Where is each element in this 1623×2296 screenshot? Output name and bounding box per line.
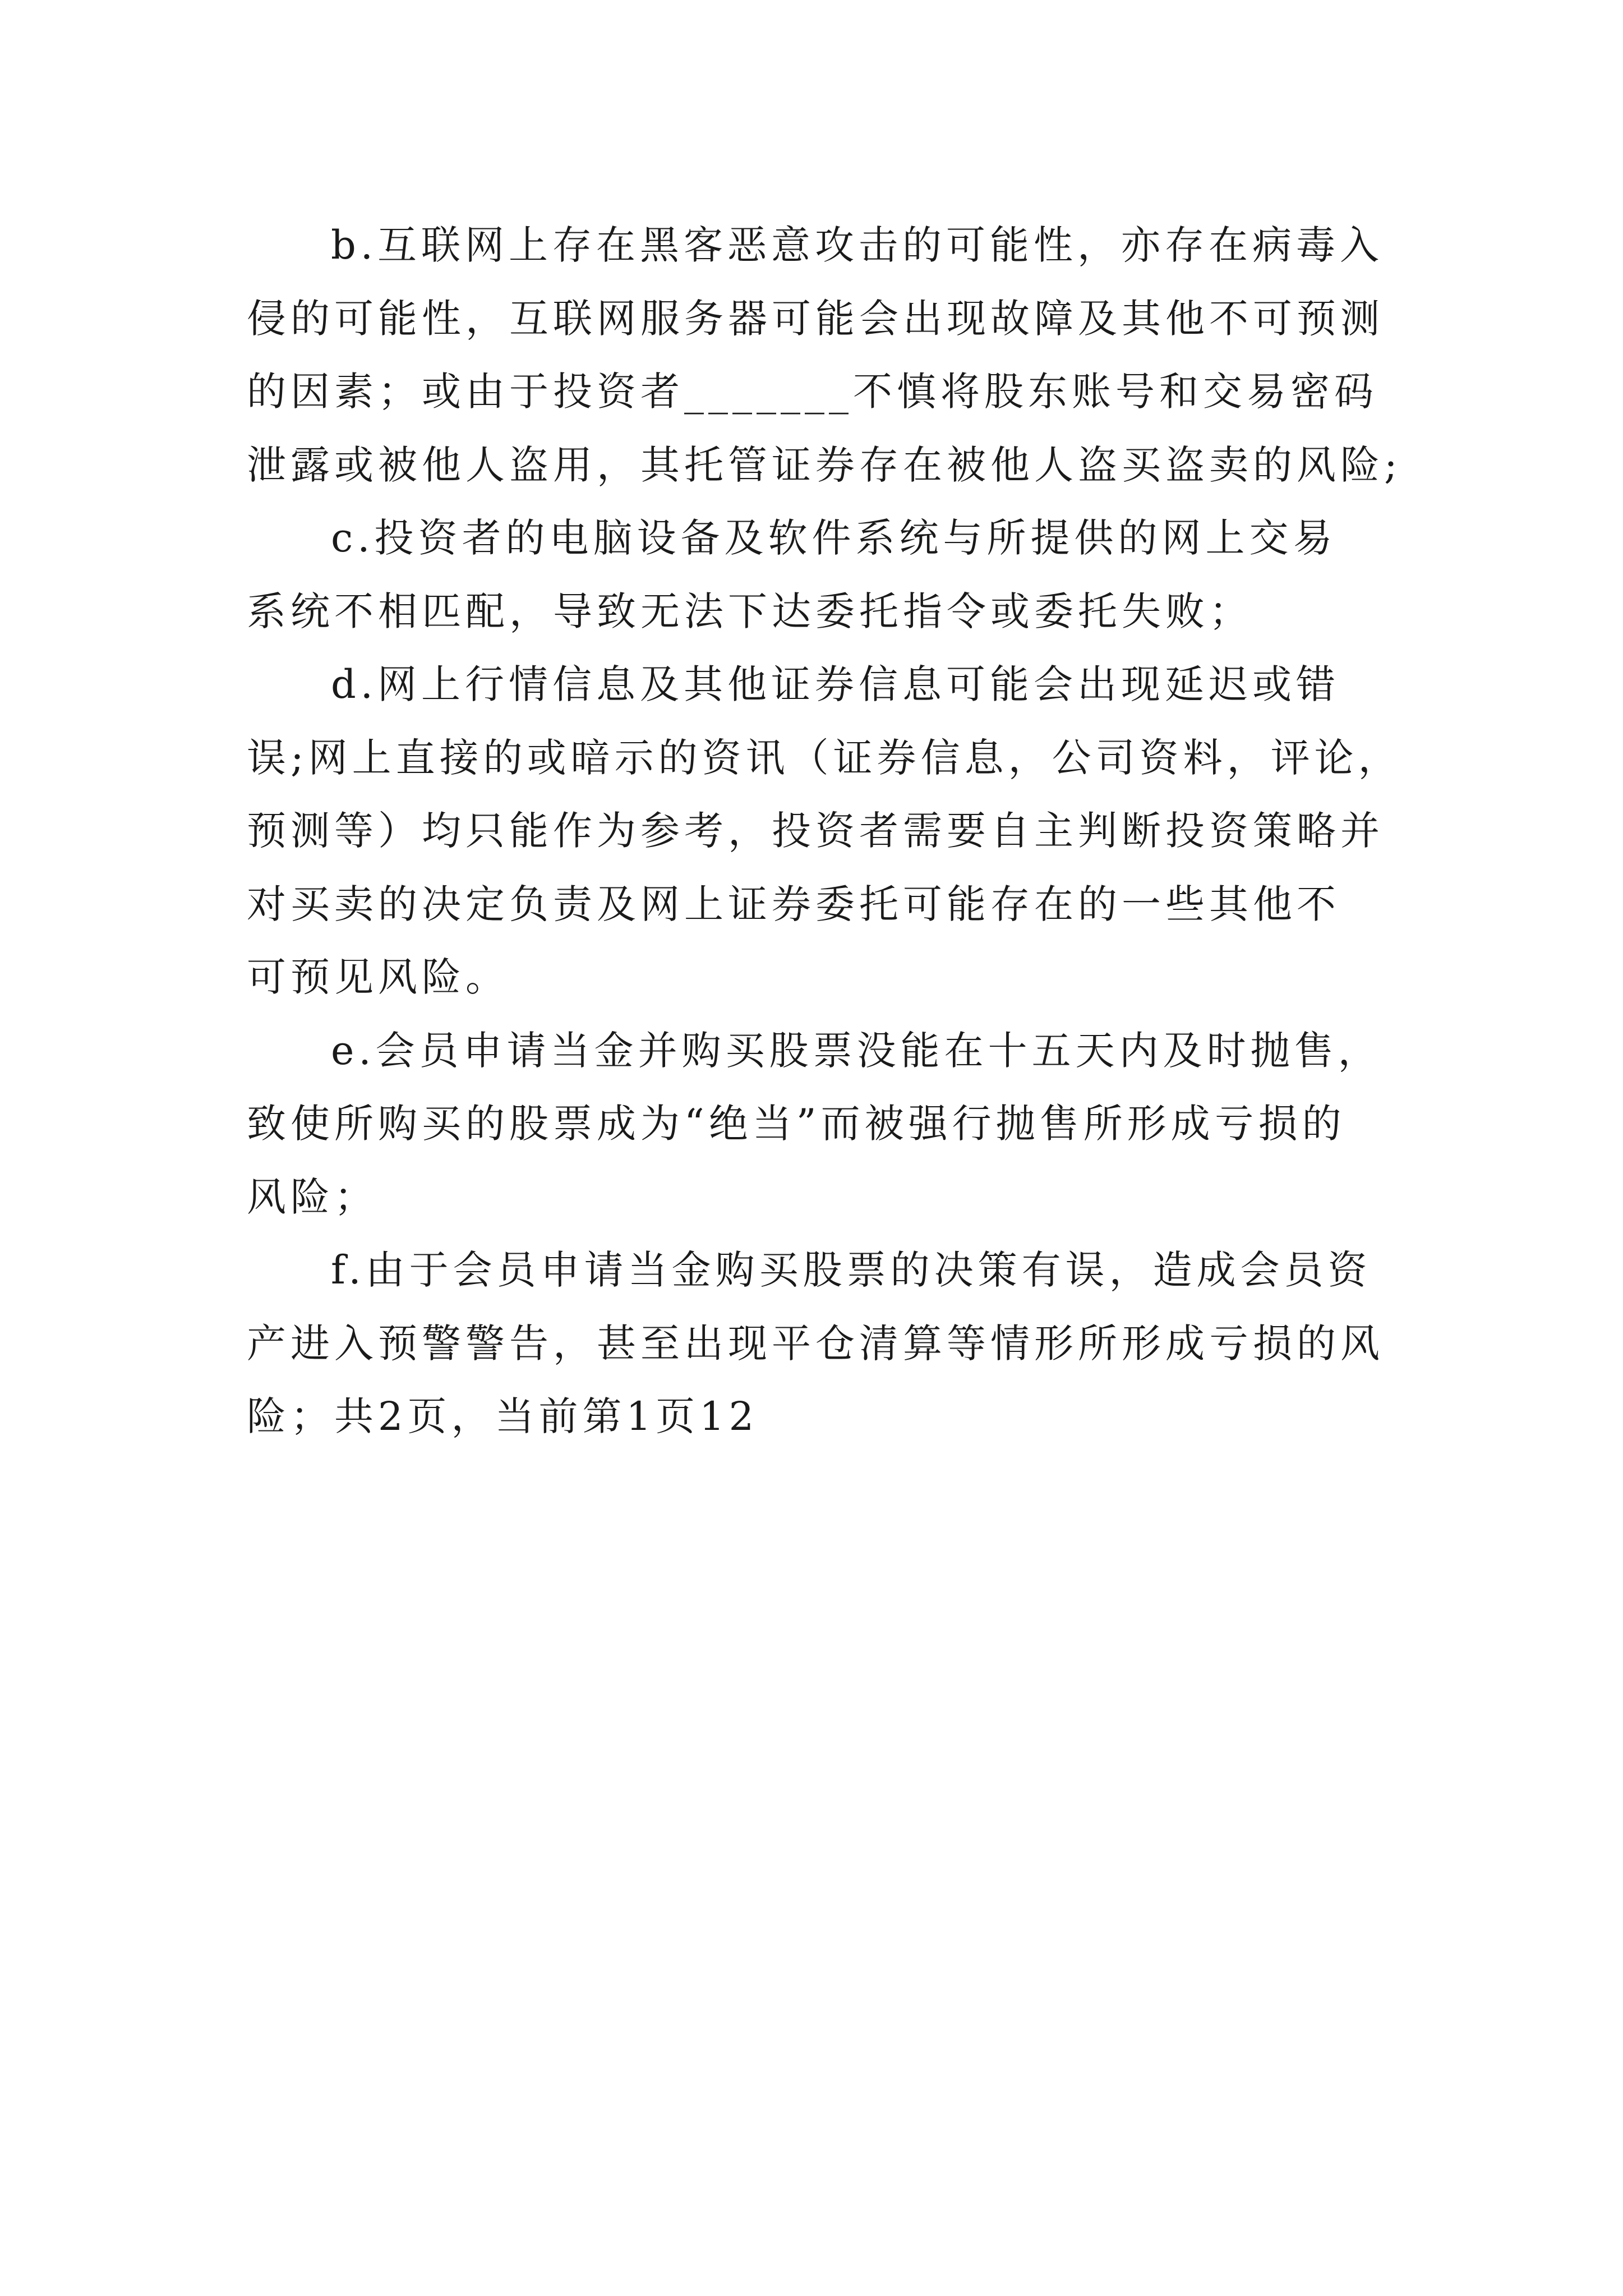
document-body bbox=[247, 209, 1402, 1453]
paragraph-b-line: 泄露或被他人盗用，其托管证券存在被他人盗买盗卖的风险; bbox=[247, 441, 1402, 488]
paragraph-e-line: e.会员申请当金并购买股票没能在十五天内及时抛售， bbox=[331, 1027, 1382, 1074]
paragraph-c-line: 系统不相匹配，导致无法下达委托指令或委托失败； bbox=[247, 588, 1253, 634]
paragraph-d-line: 误;网上直接的或暗示的资讯（证券信息，公司资料，评论， bbox=[247, 734, 1402, 781]
paragraph-f-line: f.由于会员申请当金购买股票的决策有误，造成会员资 bbox=[331, 1247, 1372, 1293]
paragraph-d-line: 可预见风险。 bbox=[247, 954, 509, 1000]
paragraph-b-line: b.互联网上存在黑客恶意攻击的可能性，亦存在病毒入 bbox=[331, 222, 1384, 268]
paragraph-c-line: c.投资者的电脑设备及软件系统与所提供的网上交易 bbox=[331, 515, 1337, 561]
paragraph-d-line: 对买卖的决定负责及网上证券委托可能存在的一些其他不 bbox=[247, 881, 1340, 927]
paragraph-b-line: 的因素；或由于投资者_______不慎将股东账号和交易密码 bbox=[247, 369, 1378, 415]
paragraph-f-line: 险；共2页，当前第1页12 bbox=[247, 1393, 759, 1439]
paragraph-f-line: 产进入预警警告，甚至出现平仓清算等情形所形成亏损的风 bbox=[247, 1320, 1384, 1366]
paragraph-d-line: d.网上行情信息及其他证券信息可能会出现延迟或错 bbox=[331, 661, 1340, 707]
paragraph-d-line: 预测等）均只能作为参考，投资者需要自主判断投资策略并 bbox=[247, 808, 1384, 854]
paragraph-b-line: 侵的可能性，互联网服务器可能会出现故障及其他不可预测 bbox=[247, 295, 1384, 342]
paragraph-e-line: 致使所购买的股票成为“绝当”而被强行抛售所形成亏损的 bbox=[247, 1101, 1346, 1147]
paragraph-e-line: 风险； bbox=[247, 1174, 378, 1220]
